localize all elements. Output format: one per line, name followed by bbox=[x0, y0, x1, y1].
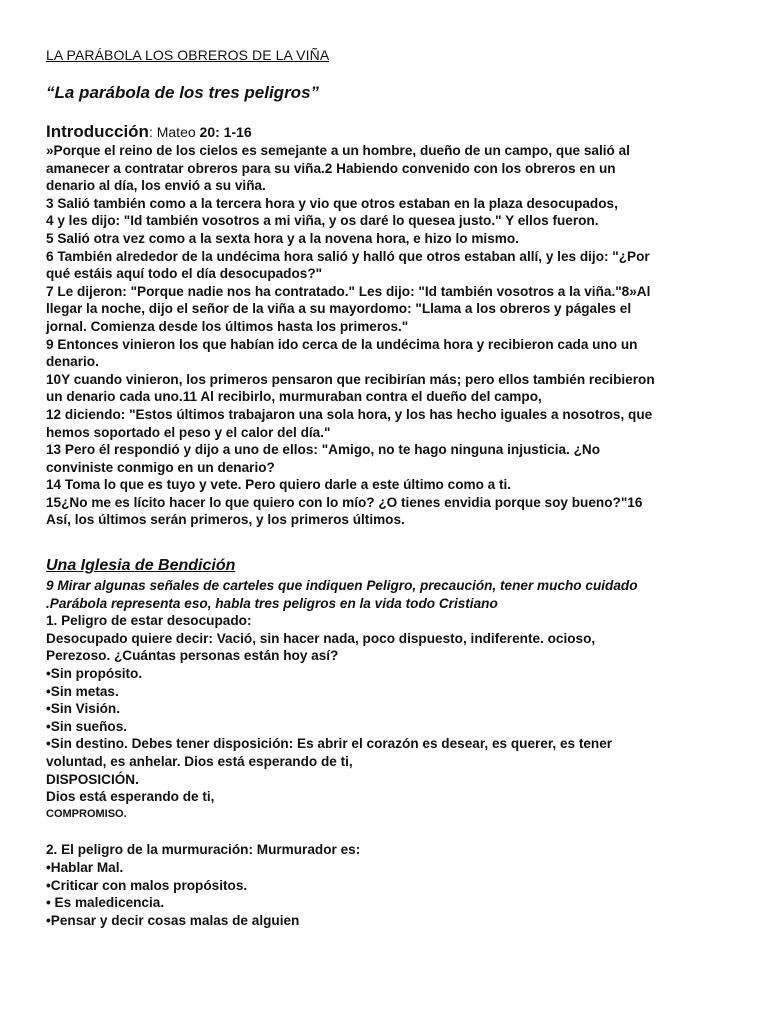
peligro-murmuracion-list bbox=[46, 841, 736, 929]
introduction-heading bbox=[46, 122, 736, 142]
scripture-verse: 20: 1-16 bbox=[199, 124, 252, 140]
text-line: 13 Pero él respondió y dijo a uno de ellos: "Amigo, no te hago ninguna injusticia. ¿No bbox=[46, 442, 601, 458]
text-line: 5 Salió otra vez como a la sexta hora y a la novena hora, e hizo lo mismo. bbox=[46, 230, 519, 246]
text-line: • Es maledicencia. bbox=[46, 895, 165, 911]
text-line: 12 diciendo: "Estos últimos trabajaron una sola hora, y los has hecho iguales a nosotros, que bbox=[46, 406, 653, 422]
text-line: voluntad, es anhelar. Dios está esperando de ti, bbox=[46, 753, 353, 769]
text-line: DISPOSICIÓN. bbox=[46, 771, 139, 787]
text-line: Dios está esperando de ti, bbox=[46, 789, 215, 805]
text-line: 9 Entonces vinieron los que habían ido cerca de la undécima hora y recibieron cada uno un bbox=[46, 336, 638, 352]
text-line: conviniste conmigo en un denario? bbox=[46, 459, 275, 475]
paragraph-gap bbox=[46, 823, 736, 841]
text-line: •Criticar con malos propósitos. bbox=[46, 877, 248, 893]
text-line: 10Y cuando vinieron, los primeros pensaron que recibirían más; pero ellos también recibieron bbox=[46, 371, 655, 387]
document-title: LA PARÁBOLA LOS OBREROS DE LA VIÑA bbox=[46, 47, 330, 63]
text-line: denario al día, los envió a su viña. bbox=[46, 178, 266, 194]
section-intro-text bbox=[46, 577, 736, 612]
text-line: •Sin propósito. bbox=[46, 665, 143, 681]
bendicion-section bbox=[46, 555, 736, 929]
text-line: 15¿No me es lícito hacer lo que quiero con lo mío? ¿O tienes envidia porque soy bueno?"16 bbox=[46, 494, 643, 510]
text-line: 1. Peligro de estar desocupado: bbox=[46, 613, 252, 629]
text-line: •Pensar y decir cosas malas de alguien bbox=[46, 912, 300, 928]
text-line: llegar la noche, dijo el señor de la viña a su mayordomo: "Llama a los obreros y págales el bbox=[46, 301, 632, 317]
peligro-desocupado-list bbox=[46, 612, 736, 806]
text-line: 3 Salió también como a la tercera hora y vio que otros estaban en la plaza desocupados, bbox=[46, 195, 618, 211]
text-line: •Sin sueños. bbox=[46, 718, 128, 734]
text-line: qué estáis aquí todo el día desocupados?" bbox=[46, 266, 323, 282]
text-line: •Sin metas. bbox=[46, 683, 119, 699]
text-line: 4 y les dijo: "Id también vosotros a mi viña, y os daré lo quesea justo." Y ellos fueron. bbox=[46, 213, 599, 229]
text-line: Desocupado quiere decir: Vació, sin hacer nada, poco dispuesto, indiferente. ocioso, bbox=[46, 630, 596, 646]
text-line: 7 Le dijeron: "Porque nadie nos ha contratado." Les dijo: "Id también vosotros a la viña."8»Al bbox=[46, 283, 651, 299]
text-line: •Sin destino. Debes tener disposición: Es abrir el corazón es desear, es querer, es tener bbox=[46, 736, 613, 752]
text-line: hemos soportado el peso y el calor del día." bbox=[46, 424, 331, 440]
text-line: 9 Mirar algunas señales de carteles que indiquen Peligro, precaución, tener mucho cuidado bbox=[46, 578, 638, 593]
scripture-book: Mateo bbox=[156, 124, 200, 140]
section-heading: Una Iglesia de Bendición bbox=[46, 557, 236, 574]
introduction-section bbox=[46, 122, 736, 529]
document-subtitle: “La parábola de los tres peligros” bbox=[46, 83, 320, 102]
text-line: denario. bbox=[46, 354, 99, 370]
text-line: 14 Toma lo que es tuyo y vete. Pero quiero darle a este último como a ti. bbox=[46, 477, 512, 493]
text-line: »Porque el reino de los cielos es semejante a un hombre, dueño de un campo, que salió al bbox=[46, 143, 630, 158]
text-line: Así, los últimos serán primeros, y los primeros últimos. bbox=[46, 512, 405, 528]
text-line: un denario cada uno.11 Al recibirlo, murmuraban contra el dueño del campo, bbox=[46, 389, 542, 405]
text-line: .Parábola representa eso, habla tres peligros en la vida todo Cristiano bbox=[46, 595, 498, 611]
introduction-label: Introducción bbox=[46, 122, 149, 141]
heading-colon: : bbox=[148, 124, 157, 140]
text-line: amanecer a contratar obreros para su viña.2 Habiendo convenido con los obreros en un bbox=[46, 160, 616, 176]
text-line: 2. El peligro de la murmuración: Murmurador es: bbox=[46, 842, 361, 858]
compromiso-label: COMPROMISO. bbox=[46, 807, 127, 820]
text-line: •Hablar Mal. bbox=[46, 859, 124, 875]
text-line: Perezoso. ¿Cuántas personas están hoy así? bbox=[46, 648, 339, 664]
scripture-text bbox=[46, 142, 736, 529]
text-line: jornal. Comienza desde los últimos hasta los primeros." bbox=[46, 318, 409, 334]
text-line: 6 También alrededor de la undécima hora salió y halló que otros estaban allí, y les dijo: "¿Por bbox=[46, 248, 650, 264]
text-line: •Sin Visión. bbox=[46, 701, 121, 717]
